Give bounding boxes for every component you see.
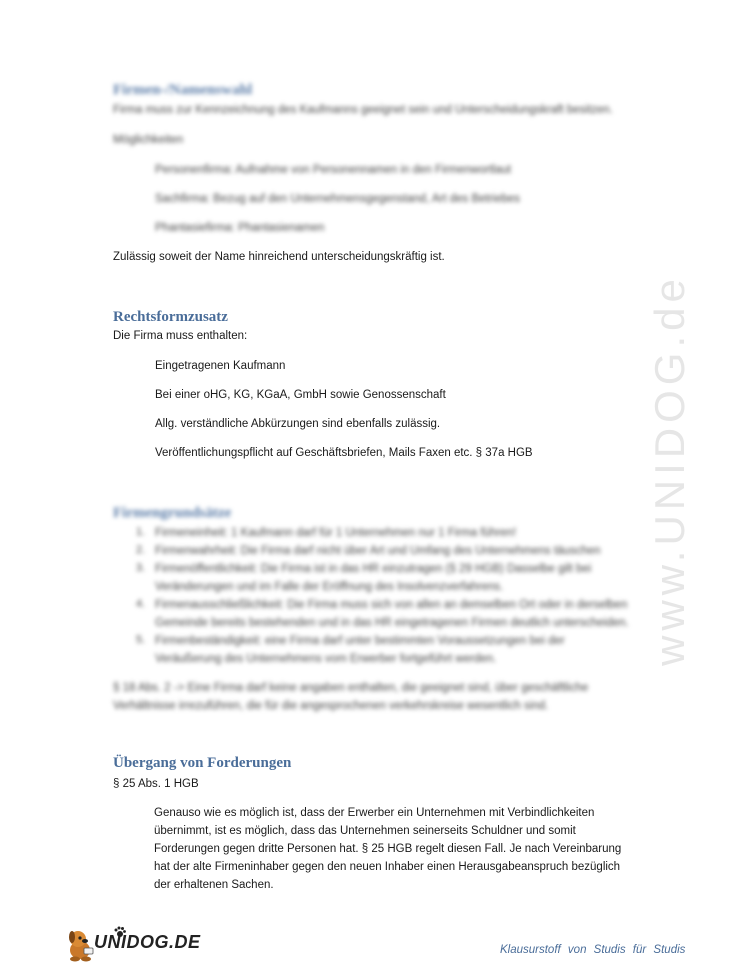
list-item-3-line2: Veränderungen und im Falle der Eröffnung des Insolvenzverfahrens. xyxy=(155,581,504,593)
list-number-4: 4. xyxy=(136,598,146,610)
section1-line1: Firma muss zur Kennzeichnung des Kaufmanns geeignet sein und Unterscheidungskraft besitzen. xyxy=(113,104,613,116)
section3-footer-line2: Verhältnisse irrezuführen, die für die angesprochenen verkehrskreise wesentlich sind. xyxy=(113,700,549,712)
section-heading-firmengrundsaetze: Firmengrundsätze xyxy=(113,505,232,521)
section-heading-uebergang: Übergang von Forderungen xyxy=(113,755,292,771)
list-item-5-line1: Firmenbeständigkeit: eine Firma darf unter bestimmten Voraussetzungen bei der xyxy=(155,635,565,647)
list-item-3-line1: Firmenöffentlichkeit: Die Firma ist in das HR einzutragen (§ 29 HGB) Dasselbe gilt bei xyxy=(155,563,592,575)
list-number-3: 3. xyxy=(136,562,146,574)
watermark xyxy=(630,260,710,680)
list-number-2: 2. xyxy=(136,544,146,556)
section-heading-firmenwahl: Firmen-/Namenswahl xyxy=(113,82,253,98)
section1-line2: Möglichkeiten xyxy=(113,134,184,146)
section2-item-4: Veröffentlichungspflicht auf Geschäftsbriefen, Mails Faxen etc. § 37a HGB xyxy=(155,447,533,459)
list-item-1-line1: Firmeneinheit: 1 Kaufmann darf für 1 Unternehmen nur 1 Firma führen! xyxy=(155,527,517,539)
section2-item-2: Bei einer oHG, KG, KGaA, GmbH sowie Genossenschaft xyxy=(155,389,446,401)
section1-item-1: Personenfirma: Aufnahme von Personennamen in den Firmenwortlaut xyxy=(155,164,512,176)
section2-intro: Die Firma muss enthalten: xyxy=(113,330,248,342)
section1-item-2: Sachfirma: Bezug auf den Unternehmensgegenstand, Art des Betriebes xyxy=(155,193,521,205)
section2-item-3: Allg. verständliche Abkürzungen sind ebenfalls zulässig. xyxy=(155,418,441,430)
section4-reference: § 25 Abs. 1 HGB xyxy=(113,778,199,790)
section1-item-3: Phantasiefirma: Phantasienamen xyxy=(155,222,325,234)
list-item-4-line2: Gemeinde bereits bestehenden und in das HR eingetragenen Firmen deutlich unterscheiden. xyxy=(155,617,629,629)
unidog-logo xyxy=(66,928,201,962)
logo-text: UNIDOG.DE xyxy=(94,932,201,952)
section1-note: Zulässig soweit der Name hinreichend unterscheidungskräftig ist. xyxy=(113,251,445,263)
list-number-1: 1. xyxy=(136,526,146,538)
watermark-text: www.UNIDOG.de xyxy=(646,274,694,666)
list-item-5-line2: Veräußerung des Unternehmens vom Erwerber fortgeführt werden. xyxy=(155,653,497,665)
section4-paragraph: Genauso wie es möglich ist, dass der Erwerber ein Unternehmen mit Verbindlichkeiten übernimmt, ist es möglich, dass das Unternehmen seinerseits Schuldner und somit Forderungen gegen dritte Personen hat. § 25 HGB regelt diesen Fall. Je nach Vereinbarung hat der alte Firmeninhaber gegen den neuen Inhaber einen Herausgabeanspruch bezüglich der erhaltenen Sachen. xyxy=(154,807,622,891)
section3-footer-line1: § 18 Abs. 2 -> Eine Firma darf keine angaben enthalten, die geeignet sind, über geschäftliche xyxy=(113,682,589,694)
section2-item-1: Eingetragenen Kaufmann xyxy=(155,360,286,372)
footer-tagline: Klausurstoff von Studis für Studis xyxy=(500,944,686,956)
section-heading-rechtsformzusatz: Rechtsformzusatz xyxy=(113,309,228,325)
list-item-4-line1: Firmenausschließlichkeit: Die Firma muss sich von allen an demselben Ort oder in derselben xyxy=(155,599,628,611)
list-item-2-line1: Firmenwahrheit: Die Firma darf nicht über Art und Umfang des Unternehmens täuschen xyxy=(155,545,601,557)
list-number-5: 5. xyxy=(136,634,146,646)
